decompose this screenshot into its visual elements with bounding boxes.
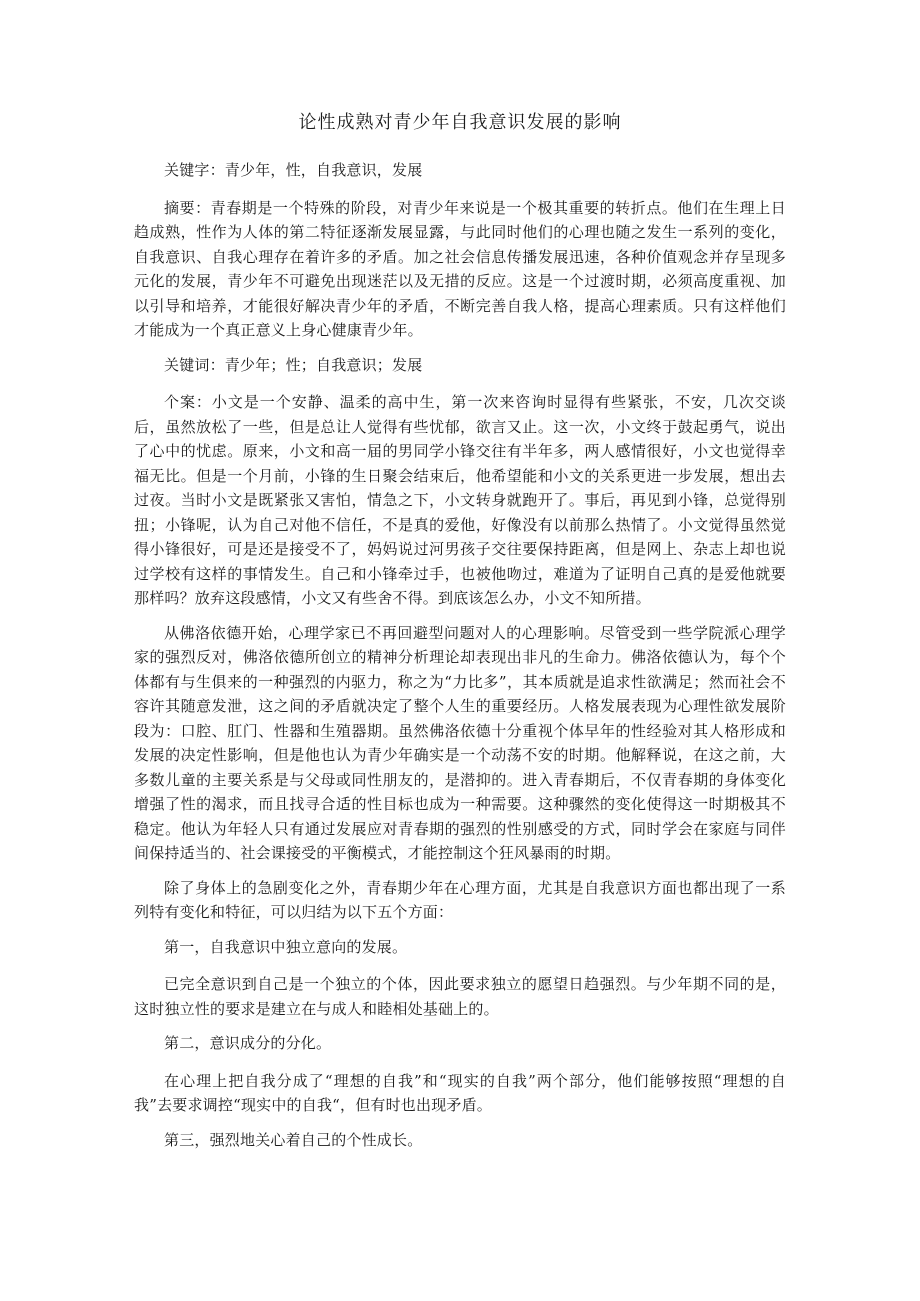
point-2-heading: 第二，意识成分的分化。 <box>164 1034 332 1052</box>
document-title: 论性成熟对青少年自我意识发展的影响 <box>298 112 622 133</box>
case-paragraph: 个案：小文是一个安静、温柔的高中生，第一次来咨询时显得有些紧张，不安，几次交谈后，虽然放松了一些，但是总让人觉得有些忧郁，欲言又止。这一次，小文终于鼓起勇气，说出了心中的忧虑。原来，小文和高一届的男同学小锋交往有半年多，两人感情很好，小文也觉得幸福无比。但是一个月前，小锋的生日聚会结束后，他希望能和小文的关系更进一步发展，想出去过夜。当时小文是既紧张又害怕，情急之下，小文转身就跑开了。事后，再见到小锋，总觉得别扭；小锋呢，认为自己对他不信任，不是真的爱他，好像没有以前那么热情了。小文觉得虽然觉得小锋很好，可是还是接受不了，妈妈说过河男孩子交往要保持距离，但是网上、杂志上却也说过学校有这样的事情发生。自己和小锋牵过手，也被他吻过，难道为了证明自己真的是爱他就要那样吗？放弃这段感情，小文又有些舍不得。到底该怎么办，小文不知所措。 <box>134 393 786 607</box>
point-2-body: 在心理上把自我分成了“理想的自我”和“现实的自我”两个部分，他们能够按照“理想的自我”去要求调控“现实中的自我“，但有时也出现矛盾。 <box>134 1071 786 1114</box>
abstract-paragraph: 摘要：青春期是一个特殊的阶段，对青少年来说是一个极其重要的转折点。他们在生理上日趋成熟，性作为人体的第二特征逐渐发展显露，与此同时他们的心理也随之发生一系列的变化，自我意识、自我心理存在着许多的矛盾。加之社会信息传播发展迅速，各种价值观念并存呈现多元化的发展，青少年不可避免出现迷茫以及无措的反应。这是一个过渡时期，必须高度重视、加以引导和培养，才能很好解决青少年的矛盾，不断完善自我人格，提高心理素质。只有这样他们才能成为一个真正意义上身心健康青少年。 <box>134 198 786 339</box>
five-aspects-intro-paragraph: 除了身体上的急剧变化之外，青春期少年在心理方面，尤其是自我意识方面也都出现了一系列特有变化和特征，可以归结为以下五个方面： <box>134 878 786 921</box>
point-1-body: 已完全意识到自己是一个独立的个体，因此要求独立的愿望日趋强烈。与少年期不同的是，这时独立性的要求是建立在与成人和睦相处基础上的。 <box>134 975 786 1018</box>
point-1-heading: 第一，自我意识中独立意向的发展。 <box>164 937 408 956</box>
document-page <box>134 108 786 1165</box>
freud-paragraph: 从佛洛依德开始，心理学家已不再回避型问题对人的心理影响。尽管受到一些学院派心理学家的强烈反对，佛洛依德所创立的精神分析理论却表现出非凡的生命力。佛洛依德认为，每个个体都有与生俱来的一种强烈的内驱力，称之为“力比多”，其本质就是追求性欲满足；然而社会不容许其随意发泄，这之间的矛盾就决定了整个人生的重要经历。人格发展表现为心理性欲发展阶段为：口腔、肛门、性器和生殖器期。虽然佛洛依德十分重视个体早年的性经验对其人格形成和发展的决定性影响，但是他也认为青少年确实是一个动荡不安的时期。他解释说，在这之前，大多数儿童的主要关系是与父母或同性朋友的，是潜抑的。进入青春期后，不仅青春期的身体变化增强了性的渴求，而且找寻合适的性目标也成为一种需要。这种骤然的变化使得这一时期极其不稳定。他认为年轻人只有通过发展应对青春期的强烈的性别感受的方式，同时学会在家庭与同伴间保持适当的、社会课接受的平衡模式，才能控制这个狂风暴雨的时期。 <box>134 623 786 862</box>
point-3-heading: 第三，强烈地关心着自己的个性成长。 <box>164 1130 423 1149</box>
keywords-paragraph-2: 关键词：青少年；性；自我意识；发展 <box>164 355 423 374</box>
keywords-paragraph: 关键字：青少年，性，自我意识，发展 <box>164 161 423 179</box>
